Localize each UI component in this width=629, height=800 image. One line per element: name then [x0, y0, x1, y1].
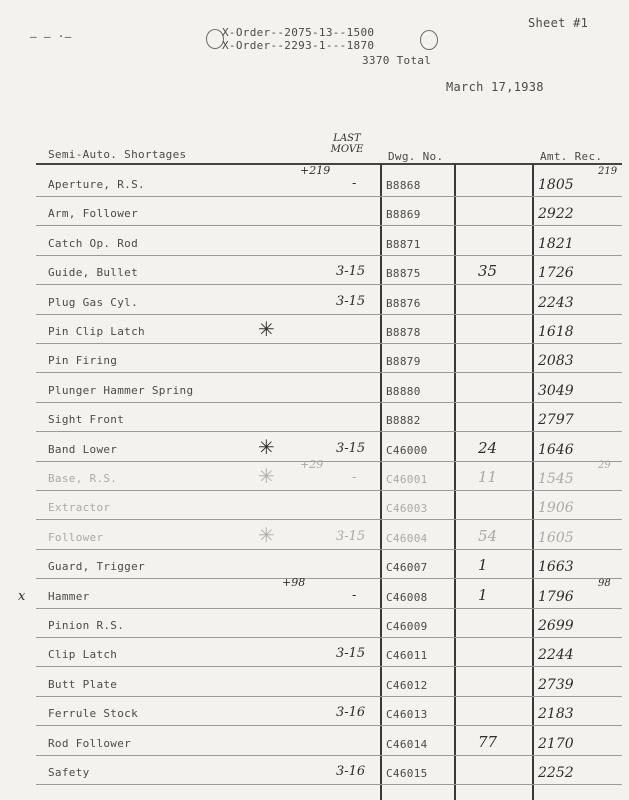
drawing-number: B8879	[386, 355, 421, 369]
part-description: Butt Plate	[48, 677, 118, 691]
part-description: Hammer	[48, 589, 90, 603]
last-move-date: 3-15	[336, 646, 366, 662]
part-description: Plug Gas Cyl.	[48, 295, 138, 309]
row-rule	[36, 196, 622, 197]
drawing-number: B8871	[386, 237, 421, 251]
amount-received: 2739	[538, 676, 574, 693]
drawing-number: C46013	[386, 708, 428, 722]
drawing-number: B8869	[386, 208, 421, 222]
row-rule	[36, 343, 622, 344]
part-description: Guard, Trigger	[48, 560, 145, 574]
column-divider-3	[532, 163, 534, 800]
amount-received: 2797	[538, 412, 574, 429]
part-description: Extractor	[48, 501, 111, 515]
amount-note: 219	[598, 166, 618, 177]
column-drawing-no: Dwg. No.	[388, 150, 444, 163]
amount-received: 1906	[538, 500, 574, 517]
part-description: Pinion R.S.	[48, 619, 125, 632]
order-line-2: X-Order--2293-1---1870	[222, 39, 375, 52]
amount-received: 1618	[538, 324, 574, 340]
drawing-number: B8878	[386, 326, 421, 339]
document-date: March 17,1938	[446, 80, 544, 94]
row-rule	[36, 578, 622, 579]
last-move-date: -	[352, 470, 357, 485]
amount-received: 2699	[538, 618, 574, 634]
drawing-number: B8876	[386, 296, 421, 310]
drawing-number: C46009	[386, 620, 428, 633]
row-rule	[36, 402, 622, 403]
amount-received: 3049	[538, 382, 574, 399]
amount-received: 2922	[538, 206, 574, 223]
amount-received: 1605	[538, 529, 574, 546]
amount-received: 2083	[538, 353, 574, 370]
asterisk-mark: ✳	[258, 464, 275, 488]
last-move-date: 3-16	[336, 705, 366, 721]
part-description: Plunger Hammer Spring	[48, 383, 194, 397]
last-move-date: 3-15	[336, 440, 366, 456]
part-description: Base, R.S.	[48, 472, 118, 485]
row-rule	[36, 725, 622, 726]
drawing-number: B8875	[386, 267, 421, 281]
drawing-number: C46008	[386, 590, 428, 604]
quantity: 1	[478, 585, 488, 604]
drawing-number: B8880	[386, 384, 421, 398]
column-amt-rec: Amt. Rec.	[540, 150, 603, 163]
column-last-move: LAST MOVE	[330, 133, 364, 155]
last-move-date: -	[352, 176, 357, 191]
asterisk-mark: ✳	[258, 317, 275, 341]
last-move-date: 3-15	[336, 264, 366, 280]
drawing-number: C46004	[386, 531, 428, 545]
quantity: 11	[478, 468, 498, 486]
row-rule	[36, 225, 622, 226]
amount-received: 1663	[538, 559, 574, 576]
amount-received: 1726	[538, 265, 574, 282]
row-rule	[36, 549, 622, 550]
last-move-note: +98	[282, 575, 306, 589]
row-rule	[36, 314, 622, 315]
last-move-date: -	[352, 587, 357, 603]
amount-received: 1796	[538, 588, 574, 605]
part-description: Catch Op. Rod	[48, 236, 138, 250]
part-description: Follower	[48, 530, 104, 544]
amount-received: 2244	[538, 647, 574, 664]
last-move-note: +219	[300, 164, 331, 177]
last-move-date: 3-16	[336, 764, 366, 779]
amount-note: 98	[598, 577, 611, 589]
row-rule	[36, 755, 622, 756]
last-move-note: +29	[300, 458, 324, 471]
row-rule	[36, 431, 622, 432]
drawing-number: C46007	[386, 561, 428, 575]
part-description: Pin Firing	[48, 354, 118, 368]
part-description: Pin Clip Latch	[48, 325, 145, 338]
part-description: Aperture, R.S.	[48, 178, 145, 191]
quantity: 1	[478, 556, 488, 575]
row-rule	[36, 608, 622, 609]
row-rule	[36, 637, 622, 638]
column-divider-2	[454, 163, 456, 800]
order-total: 3370 Total	[362, 54, 432, 67]
part-description: Sight Front	[48, 413, 125, 427]
drawing-number: C46001	[386, 473, 428, 486]
drawing-number: C46012	[386, 678, 428, 692]
amount-received: 1646	[538, 441, 574, 458]
part-description: Arm, Follower	[48, 207, 138, 221]
amount-received: 2252	[538, 765, 574, 781]
row-rule	[36, 784, 622, 785]
column-divider-1	[380, 163, 382, 800]
row-rule	[36, 490, 622, 491]
order-line-1: X-Order--2075-13--1500	[222, 26, 375, 39]
row-rule	[36, 519, 622, 520]
row-rule	[36, 284, 622, 285]
part-description: Ferrule Stock	[48, 707, 138, 721]
amount-received: 1805	[538, 177, 574, 193]
asterisk-mark: ✳	[258, 522, 275, 547]
part-description: Clip Latch	[48, 648, 118, 662]
row-rule	[36, 666, 622, 667]
part-description: Guide, Bullet	[48, 266, 138, 280]
amount-received: 1545	[538, 471, 574, 487]
column-description: Semi-Auto. Shortages	[48, 148, 187, 161]
sheet-number: Sheet #1	[528, 16, 589, 30]
drawing-number: C46015	[386, 767, 428, 780]
drawing-number: C46014	[386, 737, 428, 751]
drawing-number: C46011	[386, 649, 428, 663]
drawing-number: C46003	[386, 502, 428, 516]
quantity: 24	[478, 438, 498, 457]
part-description: Rod Follower	[48, 736, 132, 750]
part-description: Safety	[48, 766, 90, 779]
asterisk-mark: ✳	[258, 434, 275, 459]
row-rule	[36, 696, 622, 697]
drawing-number: B8882	[386, 414, 421, 428]
quantity: 35	[478, 262, 498, 281]
amount-received: 2170	[538, 735, 574, 752]
amount-received: 2243	[538, 294, 574, 311]
drawing-number: B8868	[386, 179, 421, 192]
last-move-date: 3-15	[336, 293, 366, 309]
quantity: 54	[478, 526, 498, 545]
row-rule	[36, 372, 622, 373]
header-dash-marks: — — ·—	[30, 30, 72, 43]
quantity: 77	[478, 732, 498, 751]
amount-received: 1821	[538, 235, 574, 252]
row-rule	[36, 255, 622, 256]
amount-received: 2183	[538, 706, 574, 723]
drawing-number: C46000	[386, 443, 428, 457]
last-move-date: 3-15	[336, 528, 366, 544]
part-description: Band Lower	[48, 442, 118, 456]
row-mark: x	[18, 588, 26, 604]
row-rule	[36, 461, 622, 462]
amount-note: 29	[598, 460, 611, 471]
punch-hole-right	[420, 30, 438, 50]
